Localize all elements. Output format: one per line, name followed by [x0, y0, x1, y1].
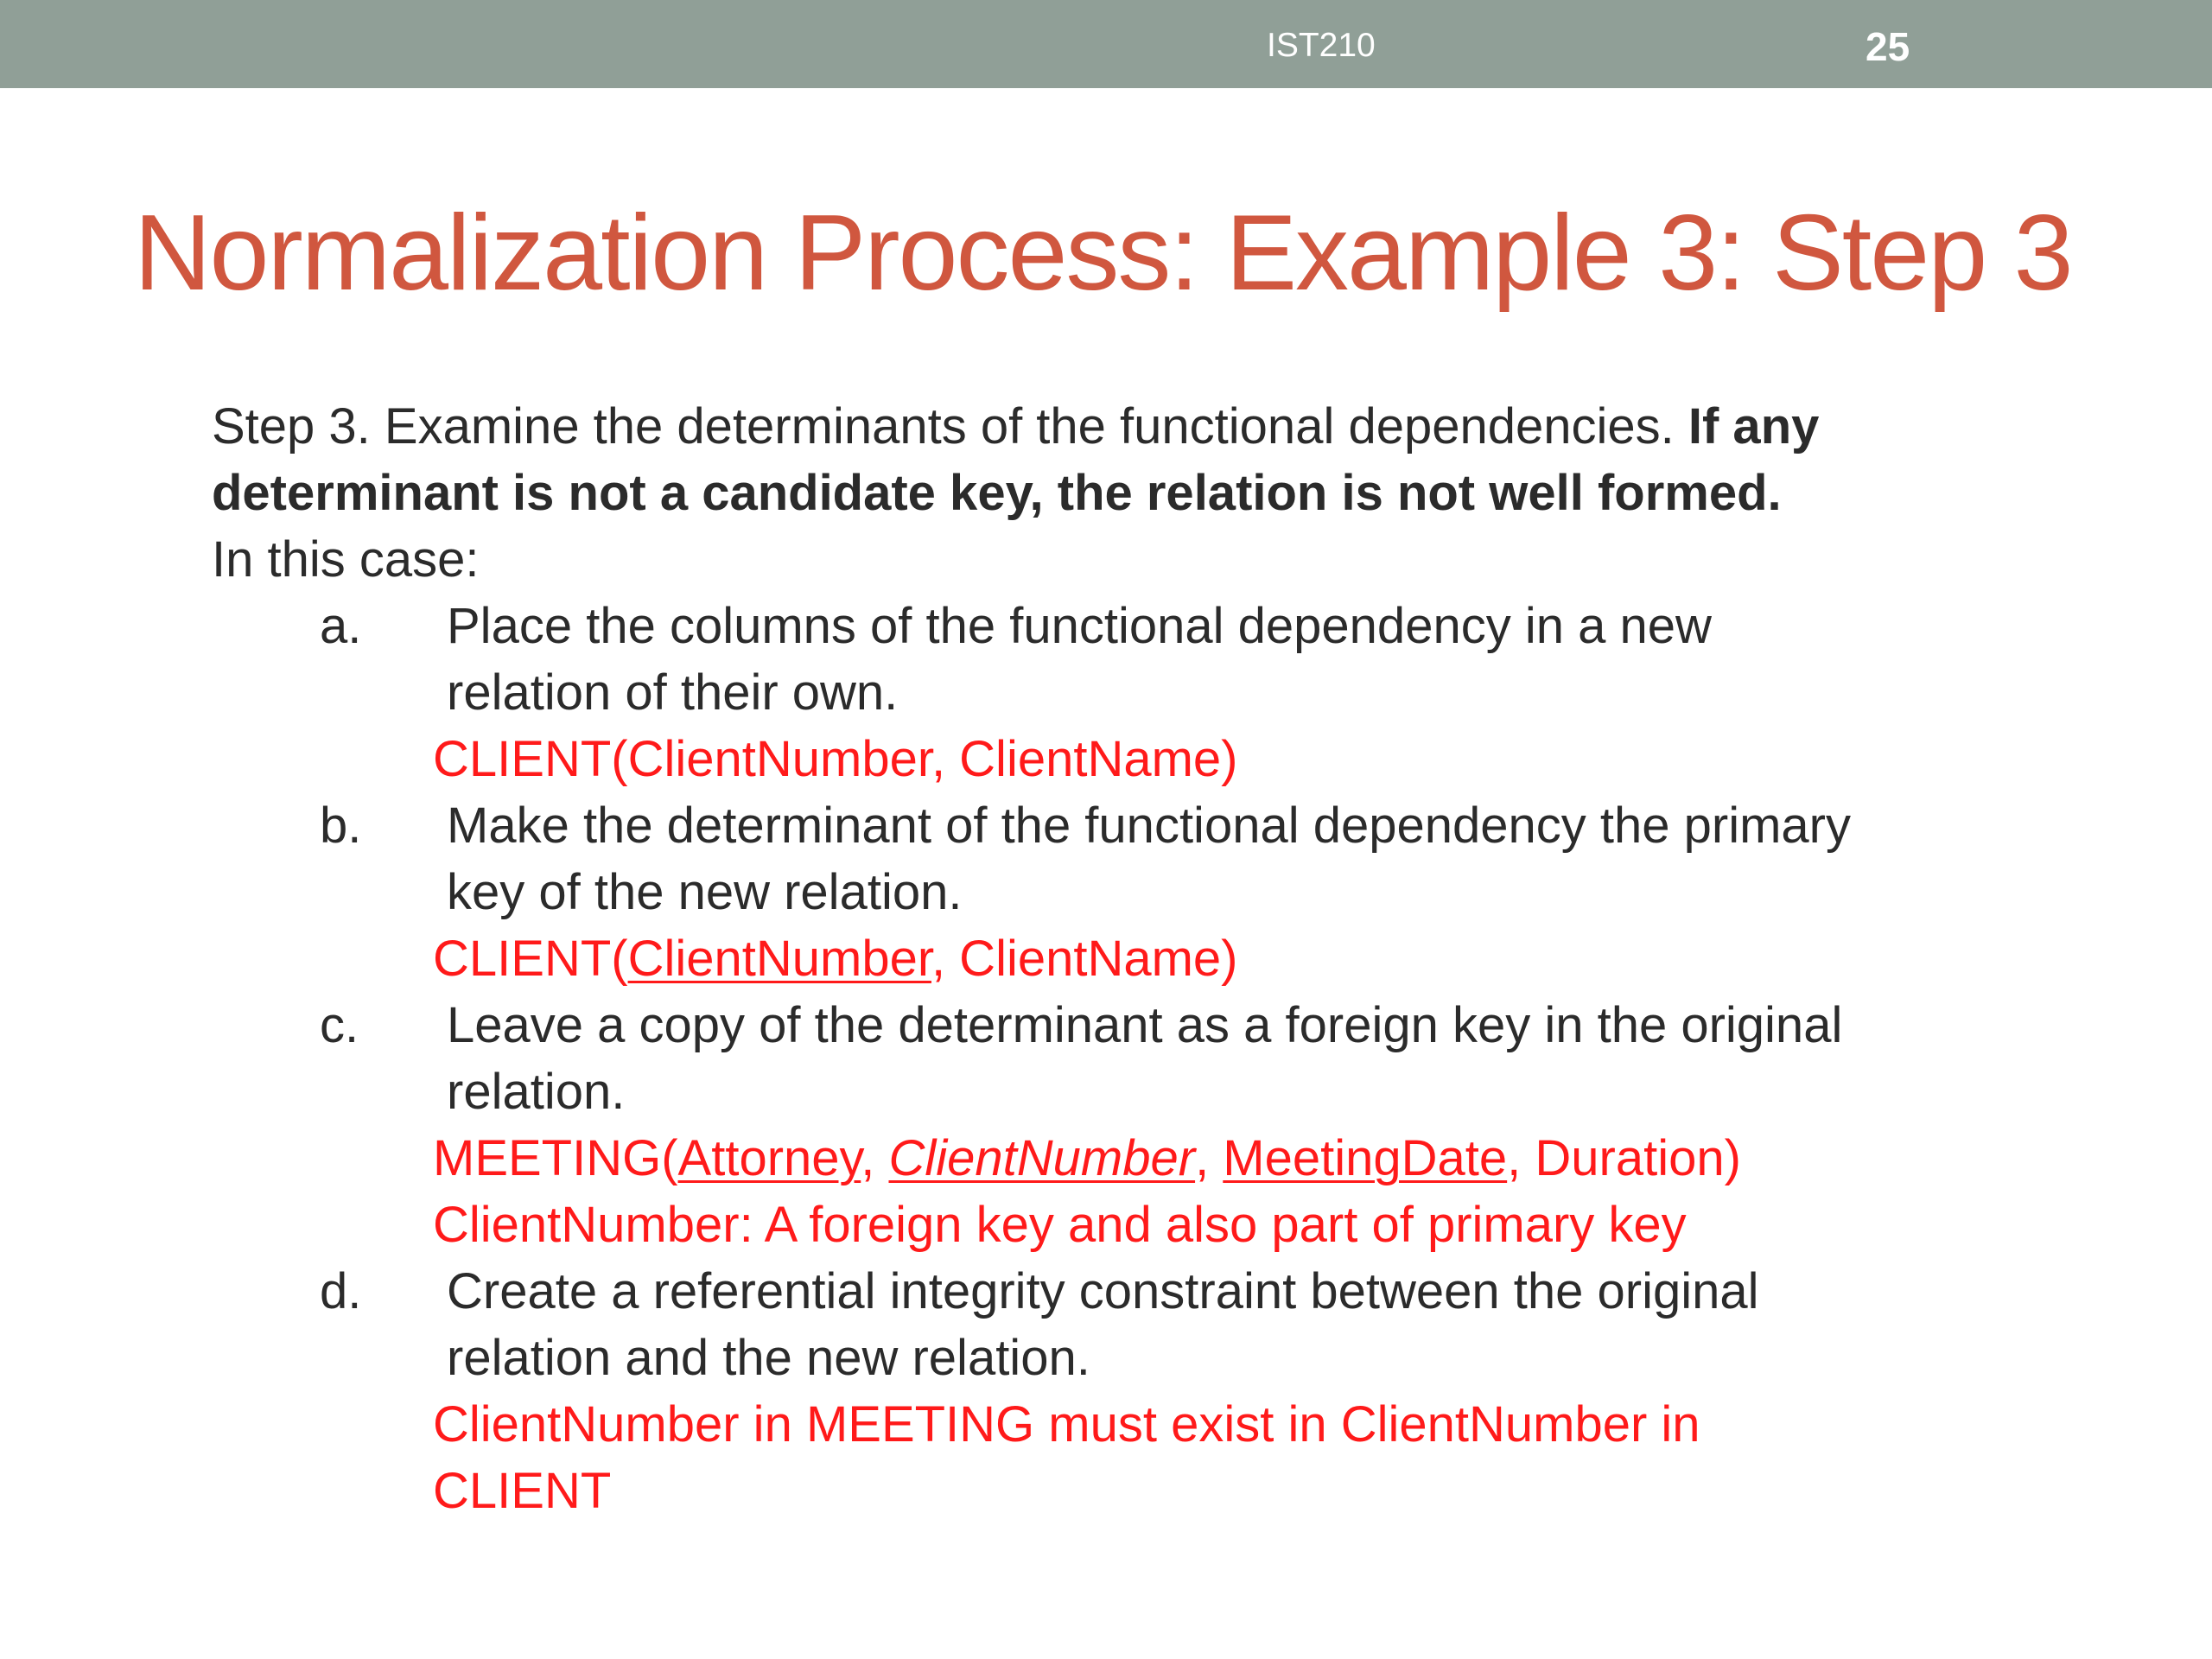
page-number: 25 — [1866, 24, 1910, 69]
example-relation-client-pk — [212, 925, 2018, 992]
primary-key-attribute: MeetingDate — [1223, 1130, 1508, 1186]
list-marker: c. — [320, 997, 359, 1053]
list-item-text: Create a referential integrity constraint between the original — [447, 1263, 1759, 1319]
primary-key-attribute: Attorney — [677, 1130, 861, 1186]
header-bar — [0, 0, 2212, 88]
intro-text: Step 3. Examine the determinants of the functional dependencies. — [212, 398, 1688, 454]
list-item-text: key of the new relation. — [447, 864, 963, 920]
intro-bold-text: If any — [1688, 398, 1820, 454]
referential-integrity-example: ClientNumber in MEETING must exist in ClientNumber in — [433, 1396, 1700, 1452]
primary-key-attribute: ClientNumber — [627, 931, 931, 987]
list-item-text: Leave a copy of the determinant as a foreign key in the original — [447, 997, 1843, 1053]
example-text: CLIENT( — [433, 931, 628, 987]
list-item-a — [212, 593, 2018, 726]
example-text: , — [1195, 1130, 1224, 1186]
intro-line-1 — [212, 393, 2018, 460]
example-text: , — [861, 1130, 889, 1186]
foreign-key-note: ClientNumber: A foreign key and also part of primary key — [433, 1197, 1687, 1253]
slide-title: Normalization Process: Example 3: Step 3 — [134, 194, 2072, 313]
list-item-text: Make the determinant of the functional dependency the primary — [447, 798, 1851, 854]
list-item-d — [212, 1258, 2018, 1391]
list-item-c — [212, 992, 2018, 1125]
referential-integrity-example: CLIENT — [433, 1463, 612, 1519]
intro-bold-text: determinant is not a candidate key, the relation is not well formed. — [212, 465, 1782, 521]
list-item-b — [212, 792, 2018, 925]
example-text: , Duration) — [1507, 1130, 1741, 1186]
example-relation-meeting — [212, 1125, 2018, 1192]
list-marker: d. — [320, 1263, 362, 1319]
list-marker: b. — [320, 798, 362, 854]
course-code: IST210 — [1267, 27, 1376, 64]
slide-body — [212, 393, 2018, 1524]
example-text: , ClientName) — [931, 931, 1238, 987]
list-marker: a. — [320, 598, 362, 654]
intro-line-2 — [212, 460, 2018, 526]
example-text: MEETING( — [433, 1130, 678, 1186]
list-item-text: Place the columns of the functional dependency in a new — [447, 598, 1712, 654]
foreign-key-attribute: ClientNumber — [888, 1130, 1196, 1186]
intro-line-3: In this case: — [212, 531, 480, 588]
list-item-text: relation. — [447, 1064, 626, 1120]
example-relation-client: CLIENT(ClientNumber, ClientName) — [433, 731, 1238, 787]
list-item-text: relation and the new relation. — [447, 1330, 1090, 1386]
list-item-text: relation of their own. — [447, 664, 899, 721]
